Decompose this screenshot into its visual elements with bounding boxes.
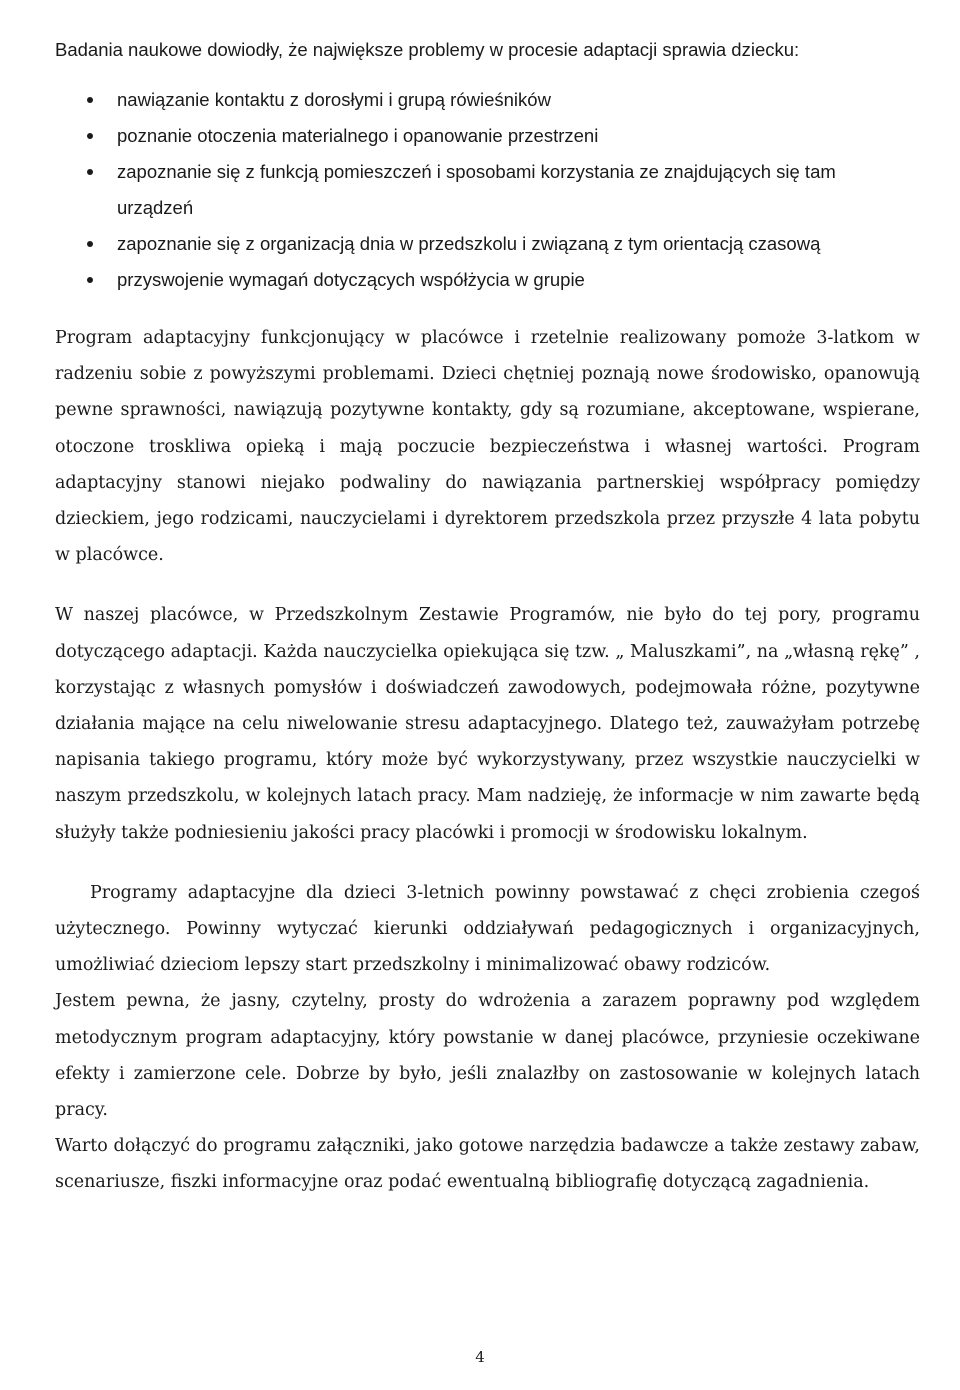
paragraph-our-institution: W naszej placówce, w Przedszkolnym Zestawie Programów, nie było do tej pory, programu dotyczącego adaptacji. Każda nauczycielka opiekująca się tzw. „ Maluszkami”, na „własną rękę” , korzystając z własnych pomysłów i doświadczeń zawodowych, podejmowała różne, pozytywne działania mające na celu niwelowanie stresu adaptacyjnego. Dlatego też, zauważyłam potrzebę napisania takiego programu, który może być wykorzystywany, przez wszystkie nauczycielki w naszym przedszkolu, w kolejnych latach pracy. Mam nadzieję, że informacje w nim zawarte będą służyły także podniesieniu jakości pracy placówki i promocji w środowisku lokalnym. bbox=[55, 605, 920, 843]
page-number: 4 bbox=[475, 1348, 485, 1366]
paragraph-adaptation-programs: Programy adaptacyjne dla dzieci 3-letnich powinny powstawać z chęci zrobienia czegoś użytecznego. Powinny wytyczać kierunki oddziaływań pedagogicznych i organizacyjnych, umożliwiać dzieciom lepszy start przedszkolny i minimalizować obawy rodziców. bbox=[55, 882, 920, 976]
problem-list bbox=[55, 82, 920, 298]
paragraph-attachments: Warto dołączyć do programu załączniki, jako gotowe narzędzia badawcze a także zestawy zabaw, scenariusze, fiszki informacyjne oraz podać ewentualną bibliografię dotyczącą zagadnienia. bbox=[55, 1136, 920, 1193]
intro-text: Badania naukowe dowiodły, że największe problemy w procesie adaptacji sprawia dziecku: bbox=[55, 39, 800, 60]
list-item: przyswojenie wymagań dotyczących współżycia w grupie bbox=[55, 262, 857, 298]
list-item: zapoznanie się z organizacją dnia w przedszkolu i związaną z tym orientacją czasową bbox=[55, 226, 857, 262]
list-item: nawiązanie kontaktu z dorosłymi i grupą rówieśników bbox=[55, 82, 857, 118]
list-item: poznanie otoczenia materialnego i opanowanie przestrzeni bbox=[55, 118, 857, 154]
document-page bbox=[55, 32, 920, 1201]
paragraph-expectations: Jestem pewna, że jasny, czytelny, prosty do wdrożenia a zarazem poprawny pod względem metodycznym program adaptacyjny, który powstanie w danej placówce, przyniesie oczekiwane efekty i zamierzone cele. Dobrze by było, jeśli znalazłby on zastosowanie w kolejnych latach pracy. bbox=[55, 991, 920, 1121]
paragraph-program-benefits: Program adaptacyjny funkcjonujący w placówce i rzetelnie realizowany pomoże 3-latkom w radzeniu sobie z powyższymi problemami. Dzieci chętniej poznają nowe środowisko, opanowują pewne sprawności, nawiązują pozytywne kontakty, gdy są rozumiane, akceptowane, wspierane, otoczone troskliwa opieką i mają poczucie bezpieczeństwa i własnej wartości. Program adaptacyjny stanowi niejako podwaliny do nawiązania partnerskiej współpracy pomiędzy dzieckiem, jego rodzicami, nauczycielami i dyrektorem przedszkola przez przyszłe 4 lata pobytu w placówce. bbox=[55, 328, 920, 566]
list-item: zapoznanie się z funkcją pomieszczeń i sposobami korzystania ze znajdujących się tam urządzeń bbox=[55, 154, 857, 226]
